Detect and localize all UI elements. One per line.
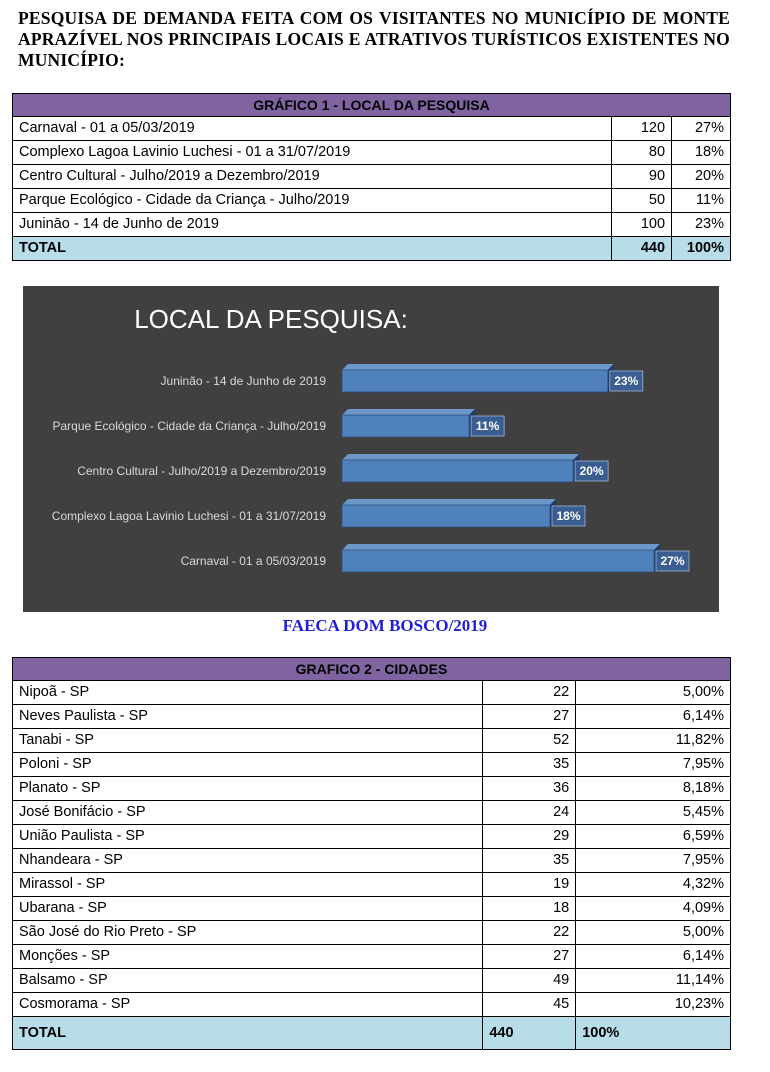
local-chart-svg	[23, 286, 719, 612]
total-row	[13, 1017, 731, 1050]
total-percent: 100%	[672, 237, 731, 261]
table-row	[13, 729, 731, 753]
row-count: 52	[483, 729, 576, 753]
category-label: Parque Ecológico - Cidade da Criança - Julho/2019	[52, 419, 326, 433]
row-label: Poloni - SP	[13, 753, 483, 777]
row-percent: 7,95%	[576, 849, 731, 873]
row-label: Balsamo - SP	[13, 969, 483, 993]
table-row	[13, 213, 731, 237]
total-label: TOTAL	[13, 1017, 483, 1050]
bar	[342, 505, 550, 527]
bar	[342, 415, 469, 437]
table-row	[13, 777, 731, 801]
row-label: Planato - SP	[13, 777, 483, 801]
row-count: 50	[612, 189, 672, 213]
cidades-table-title: GRAFICO 2 - CIDADES	[13, 658, 731, 681]
row-count: 120	[612, 117, 672, 141]
row-count: 35	[483, 849, 576, 873]
row-count: 18	[483, 897, 576, 921]
table-row	[13, 117, 731, 141]
row-percent: 4,09%	[576, 897, 731, 921]
table-row	[13, 165, 731, 189]
table-row	[13, 141, 731, 165]
row-count: 49	[483, 969, 576, 993]
row-label: Neves Paulista - SP	[13, 705, 483, 729]
table-row	[13, 969, 731, 993]
bar-top	[342, 454, 579, 460]
row-label: Nhandeara - SP	[13, 849, 483, 873]
row-count: 24	[483, 801, 576, 825]
row-percent: 23%	[672, 213, 731, 237]
local-table-title: GRÁFICO 1 - LOCAL DA PESQUISA	[13, 94, 731, 117]
table-row	[13, 993, 731, 1017]
row-count: 19	[483, 873, 576, 897]
total-row	[13, 237, 731, 261]
table-row	[13, 849, 731, 873]
total-percent: 100%	[576, 1017, 731, 1050]
row-label: Tanabi - SP	[13, 729, 483, 753]
row-count: 22	[483, 921, 576, 945]
row-count: 36	[483, 777, 576, 801]
category-label: Carnaval - 01 a 05/03/2019	[180, 554, 326, 568]
row-percent: 5,45%	[576, 801, 731, 825]
bar-top	[342, 364, 614, 370]
bar-top	[342, 499, 556, 505]
row-percent: 5,00%	[576, 681, 731, 705]
total-count: 440	[612, 237, 672, 261]
cidades-table	[12, 657, 731, 1050]
local-chart	[23, 286, 719, 612]
total-label: TOTAL	[13, 237, 612, 261]
table-row	[13, 681, 731, 705]
row-label: Parque Ecológico - Cidade da Criança - Julho/2019	[13, 189, 612, 213]
row-count: 29	[483, 825, 576, 849]
row-percent: 6,14%	[576, 705, 731, 729]
chart-title: LOCAL DA PESQUISA:	[134, 304, 408, 334]
row-count: 90	[612, 165, 672, 189]
row-label: Complexo Lagoa Lavinio Luchesi - 01 a 31/07/2019	[13, 141, 612, 165]
row-percent: 6,14%	[576, 945, 731, 969]
row-label: Nipoã - SP	[13, 681, 483, 705]
row-percent: 7,95%	[576, 753, 731, 777]
row-percent: 11,82%	[576, 729, 731, 753]
row-label: União Paulista - SP	[13, 825, 483, 849]
row-label: Centro Cultural - Julho/2019 a Dezembro/2019	[13, 165, 612, 189]
data-label: 11%	[475, 419, 500, 433]
row-percent: 27%	[672, 117, 731, 141]
row-label: Junināo - 14 de Junho de 2019	[13, 213, 612, 237]
category-label: Complexo Lagoa Lavinio Luchesi - 01 a 31/07/2019	[51, 509, 326, 523]
row-count: 27	[483, 945, 576, 969]
row-percent: 6,59%	[576, 825, 731, 849]
row-count: 35	[483, 753, 576, 777]
table-row	[13, 753, 731, 777]
table-row	[13, 897, 731, 921]
row-percent: 11%	[672, 189, 731, 213]
total-count: 440	[483, 1017, 576, 1050]
row-label: Carnaval - 01 a 05/03/2019	[13, 117, 612, 141]
row-label: São José do Rio Preto - SP	[13, 921, 483, 945]
row-percent: 4,32%	[576, 873, 731, 897]
row-percent: 20%	[672, 165, 731, 189]
table-row	[13, 189, 731, 213]
row-count: 22	[483, 681, 576, 705]
row-label: Mirassol - SP	[13, 873, 483, 897]
table-row	[13, 705, 731, 729]
row-count: 100	[612, 213, 672, 237]
row-label: José Bonifácio - SP	[13, 801, 483, 825]
row-label: Monções - SP	[13, 945, 483, 969]
source-caption: FAECA DOM BOSCO/2019	[282, 616, 488, 635]
data-label: 27%	[660, 554, 685, 568]
table-row	[13, 921, 731, 945]
data-label: 23%	[614, 374, 639, 388]
category-label: Centro Cultural - Julho/2019 a Dezembro/2019	[77, 464, 326, 478]
bar-top	[342, 544, 660, 550]
category-label: Juninão - 14 de Junho de 2019	[160, 374, 326, 388]
row-percent: 10,23%	[576, 993, 731, 1017]
table-row	[13, 801, 731, 825]
page-heading: PESQUISA DE DEMANDA FEITA COM OS VISITANTES NO MUNICÍPIO DE MONTE APRAZÍVEL NOS PRINCIPAIS LOCAIS E ATRATIVOS TURÍSTICOS EXISTENTES NO MUNICÍPIO:	[18, 8, 730, 70]
bar	[342, 550, 654, 572]
local-table	[12, 93, 731, 261]
row-percent: 5,00%	[576, 921, 731, 945]
row-count: 80	[612, 141, 672, 165]
data-label: 18%	[556, 509, 581, 523]
row-count: 27	[483, 705, 576, 729]
row-percent: 8,18%	[576, 777, 731, 801]
row-count: 45	[483, 993, 576, 1017]
data-label: 20%	[579, 464, 604, 478]
bar-top	[342, 409, 475, 415]
table-row	[13, 825, 731, 849]
row-percent: 18%	[672, 141, 731, 165]
row-percent: 11,14%	[576, 969, 731, 993]
row-label: Ubarana - SP	[13, 897, 483, 921]
bar	[342, 370, 608, 392]
table-row	[13, 945, 731, 969]
row-label: Cosmorama - SP	[13, 993, 483, 1017]
table-row	[13, 873, 731, 897]
bar	[342, 460, 573, 482]
